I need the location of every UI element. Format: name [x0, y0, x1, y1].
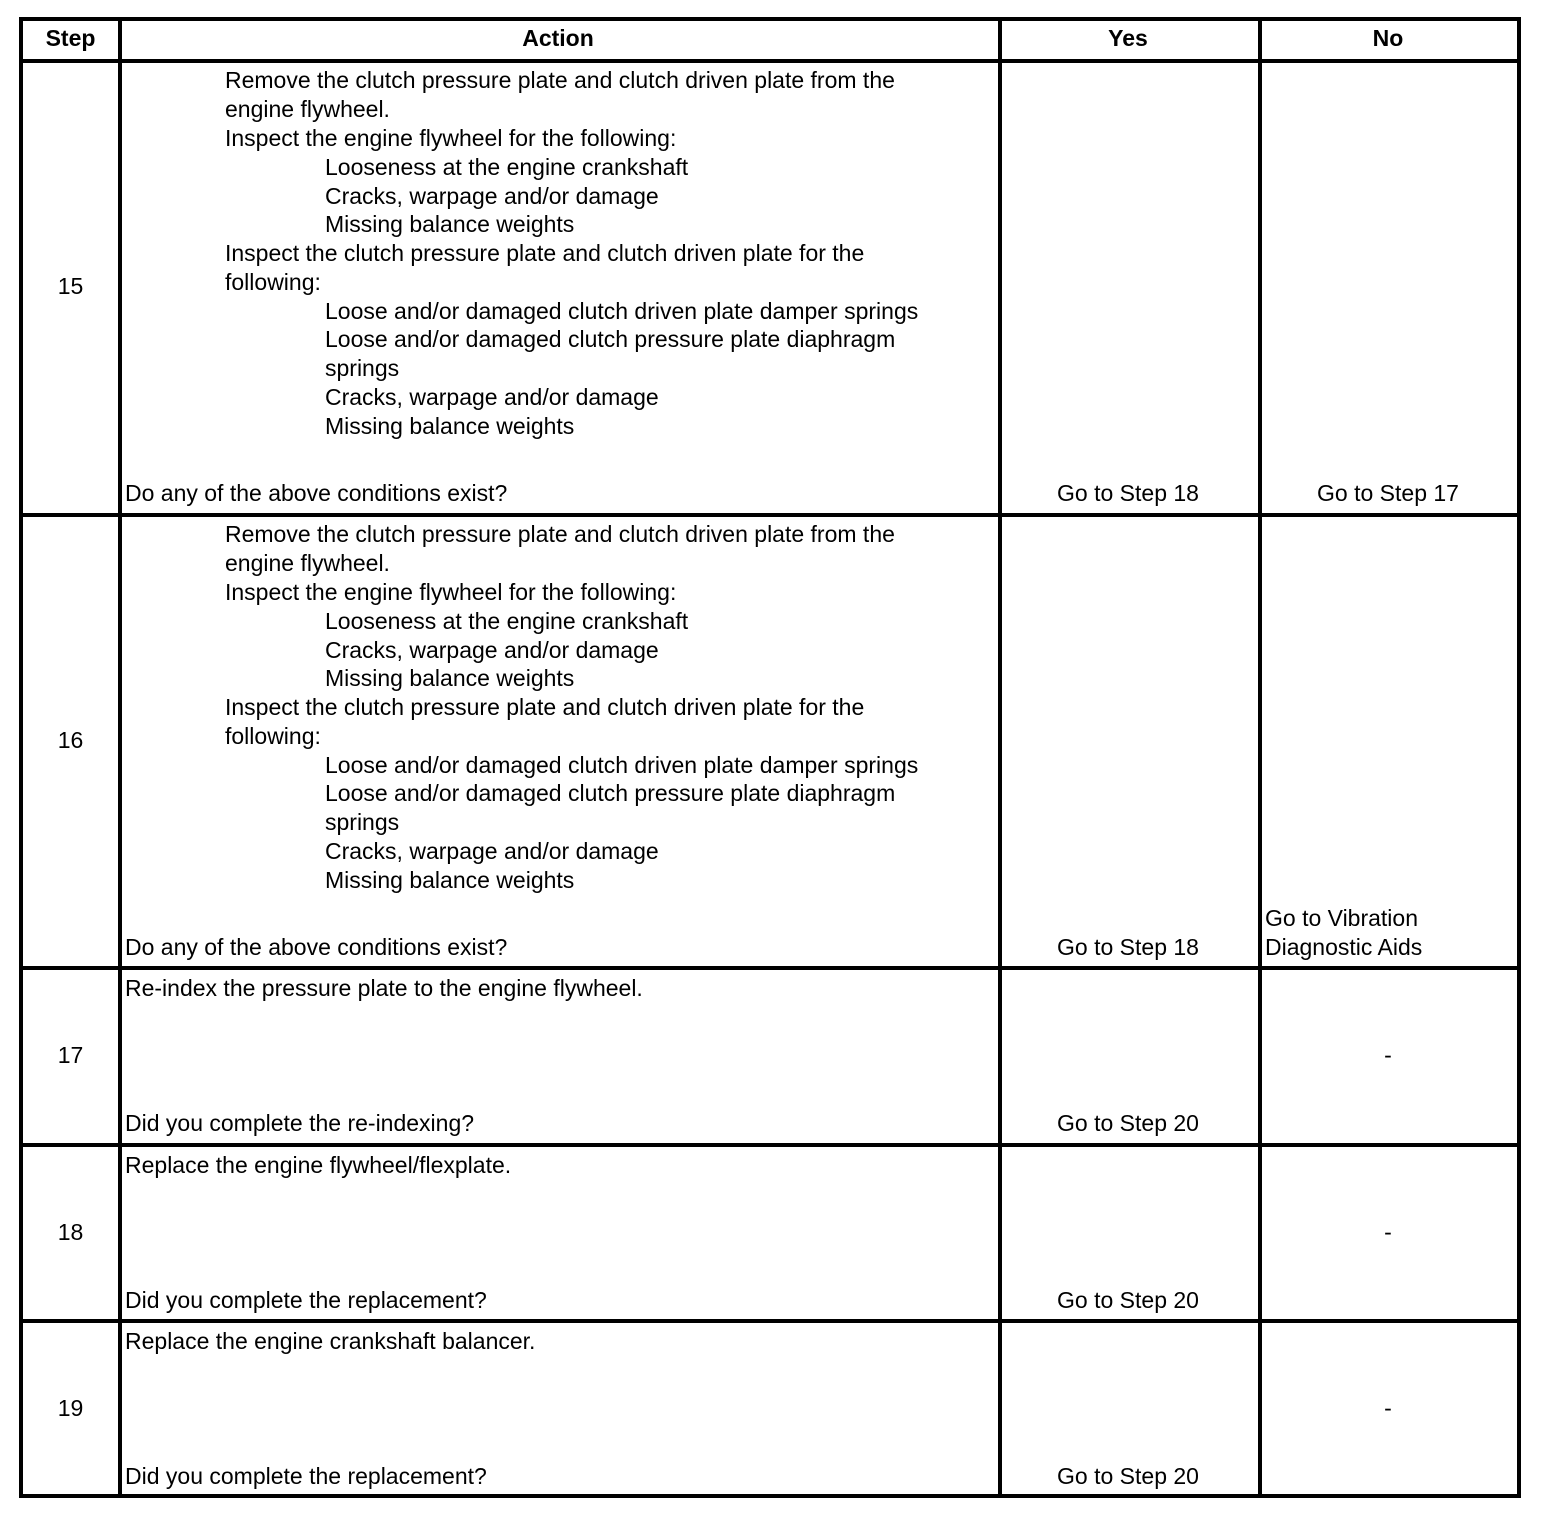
yes-cell: Go to Step 18 [1057, 934, 1199, 960]
column-divider [1258, 21, 1262, 1494]
header-step: Step [45, 25, 96, 51]
action-subline: springs [325, 355, 400, 381]
action-line: engine flywheel. [225, 550, 390, 576]
yes-cell: Go to Step 18 [1057, 480, 1199, 506]
action-subline: springs [325, 809, 400, 835]
no-cell: - [1384, 1219, 1392, 1245]
action-line: Inspect the engine flywheel for the following: [225, 579, 677, 605]
action-subline: Cracks, warpage and/or damage [325, 183, 659, 209]
row-divider [23, 1319, 1517, 1323]
question: Do any of the above conditions exist? [125, 480, 508, 506]
question: Did you complete the replacement? [125, 1463, 487, 1489]
action-line: following: [225, 269, 321, 295]
action-subline: Cracks, warpage and/or damage [325, 838, 659, 864]
step-number: 18 [57, 1219, 84, 1245]
action-line: Re-index the pressure plate to the engine flywheel. [125, 975, 643, 1001]
action-line: Replace the engine crankshaft balancer. [125, 1328, 536, 1354]
step-number: 17 [57, 1042, 84, 1068]
yes-cell: Go to Step 20 [1057, 1463, 1199, 1489]
no-cell: - [1384, 1042, 1392, 1068]
yes-cell: Go to Step 20 [1057, 1110, 1199, 1136]
header-yes: Yes [1108, 25, 1148, 51]
action-subline: Loose and/or damaged clutch pressure plate diaphragm [325, 780, 896, 806]
header-action: Action [522, 25, 594, 51]
no-cell-line: Diagnostic Aids [1265, 934, 1423, 960]
question: Did you complete the re-indexing? [125, 1110, 475, 1136]
action-subline: Looseness at the engine crankshaft [325, 608, 689, 634]
question: Did you complete the replacement? [125, 1287, 487, 1313]
action-line: Replace the engine flywheel/flexplate. [125, 1152, 512, 1178]
action-subline: Loose and/or damaged clutch pressure plate diaphragm [325, 326, 896, 352]
row-divider [23, 59, 1517, 63]
action-line: Inspect the clutch pressure plate and clutch driven plate for the [225, 240, 865, 266]
step-number: 15 [57, 273, 84, 299]
action-subline: Cracks, warpage and/or damage [325, 637, 659, 663]
no-cell: Go to Step 17 [1317, 480, 1459, 506]
action-line: Inspect the clutch pressure plate and clutch driven plate for the [225, 694, 865, 720]
action-line: engine flywheel. [225, 96, 390, 122]
action-subline: Missing balance weights [325, 665, 575, 691]
no-cell: - [1384, 1395, 1392, 1421]
row-divider [23, 1143, 1517, 1147]
action-subline: Looseness at the engine crankshaft [325, 154, 689, 180]
header-no: No [1372, 25, 1404, 51]
action-line: Remove the clutch pressure plate and clutch driven plate from the [225, 67, 895, 93]
action-line: Inspect the engine flywheel for the following: [225, 125, 677, 151]
question: Do any of the above conditions exist? [125, 934, 508, 960]
step-number: 16 [57, 727, 84, 753]
column-divider [998, 21, 1002, 1494]
column-divider [118, 21, 122, 1494]
action-subline: Missing balance weights [325, 867, 575, 893]
action-line: following: [225, 723, 321, 749]
action-subline: Loose and/or damaged clutch driven plate damper springs [325, 298, 919, 324]
action-subline: Cracks, warpage and/or damage [325, 384, 659, 410]
step-number: 19 [57, 1395, 84, 1421]
yes-cell: Go to Step 20 [1057, 1287, 1199, 1313]
action-line: Remove the clutch pressure plate and clutch driven plate from the [225, 521, 895, 547]
action-subline: Missing balance weights [325, 211, 575, 237]
no-cell-line: Go to Vibration [1265, 905, 1419, 931]
action-subline: Loose and/or damaged clutch driven plate damper springs [325, 752, 919, 778]
row-divider [23, 966, 1517, 970]
action-subline: Missing balance weights [325, 413, 575, 439]
row-divider [23, 513, 1517, 517]
